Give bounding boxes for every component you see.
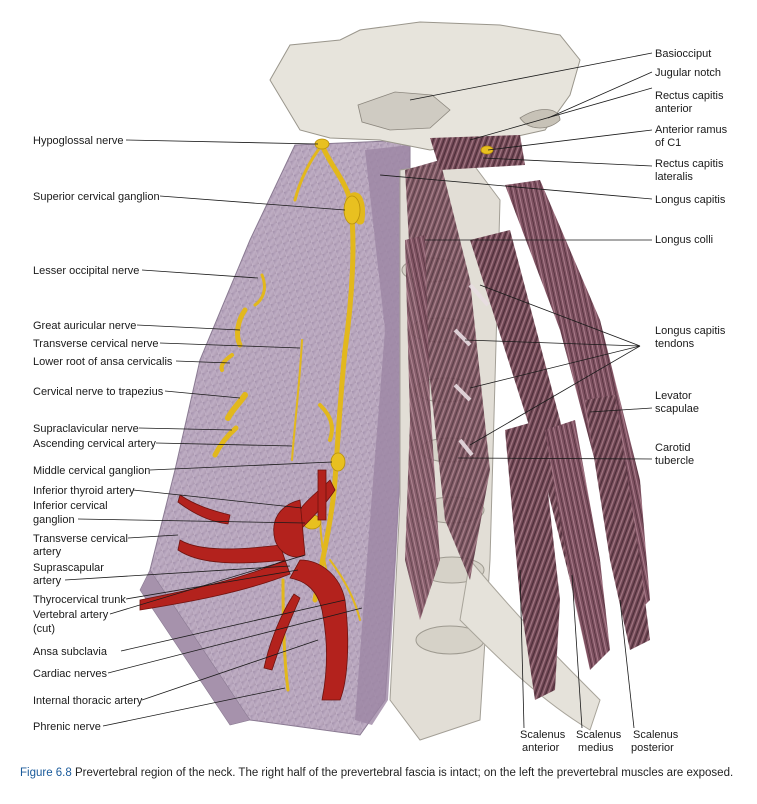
label-anterior-ramus-c1-2: of C1	[655, 137, 682, 149]
label-carotid-tubercle-1: Carotid	[655, 442, 691, 454]
label-ascending-cervical-artery: Ascending cervical artery	[33, 438, 156, 450]
left-labels	[33, 135, 173, 733]
label-suprascapular-artery-1: Suprascapular	[33, 562, 104, 574]
label-scalenus-posterior-1: Scalenus	[633, 729, 679, 741]
basiocciput-bone	[270, 22, 580, 150]
label-scalenus-anterior-2: anterior	[522, 742, 560, 754]
label-inferior-cervical-ganglion-2: ganglion	[33, 514, 75, 526]
label-ansa-subclavia: Ansa subclavia	[33, 646, 107, 658]
label-vertebral-artery-2: (cut)	[33, 623, 55, 635]
label-inferior-thyroid-artery: Inferior thyroid artery	[33, 485, 135, 497]
label-inferior-cervical-ganglion-1: Inferior cervical	[33, 500, 108, 512]
figure-caption	[20, 766, 740, 781]
label-scalenus-medius-1: Scalenus	[576, 729, 622, 741]
figure-number: Figure 6.8	[20, 767, 72, 779]
right-labels	[655, 48, 728, 467]
label-scalenus-anterior-1: Scalenus	[520, 729, 566, 741]
label-longus-colli: Longus colli	[655, 234, 714, 246]
label-superior-cervical-ganglion: Superior cervical ganglion	[33, 191, 160, 203]
label-levator-scapulae-1: Levator	[655, 390, 692, 402]
label-longus-capitis-tendons-2: tendons	[655, 338, 695, 350]
rectus-capitis-anterior-muscle	[430, 135, 525, 170]
label-scalenus-medius-2: medius	[578, 742, 614, 754]
label-anterior-ramus-c1-1: Anterior ramus	[655, 124, 728, 136]
label-supraclavicular-nerve: Supraclavicular nerve	[33, 423, 139, 435]
label-jugular-notch: Jugular notch	[655, 67, 722, 79]
label-internal-thoracic-artery: Internal thoracic artery	[33, 695, 143, 707]
label-carotid-tubercle-2: tubercle	[655, 455, 695, 467]
caption-text: Prevertebral region of the neck. The right half of the prevertebral fascia is intact; on the left the prevertebral muscles are exposed.	[71, 767, 734, 779]
label-rectus-capitis-lateralis-1: Rectus capitis	[655, 158, 724, 170]
label-scalenus-posterior-2: posterior	[631, 742, 674, 754]
label-vertebral-artery-1: Vertebral artery	[33, 609, 109, 621]
label-transverse-cervical-nerve: Transverse cervical nerve	[33, 338, 159, 350]
label-lesser-occipital-nerve: Lesser occipital nerve	[33, 265, 140, 277]
label-thyrocervical-trunk: Thyrocervical trunk	[33, 594, 126, 606]
label-suprascapular-artery-2: artery	[33, 575, 62, 587]
label-rectus-capitis-anterior-1: Rectus capitis	[655, 90, 724, 102]
label-longus-capitis-tendons-1: Longus capitis	[655, 325, 726, 337]
label-levator-scapulae-2: scapulae	[655, 403, 700, 415]
label-hypoglossal-nerve: Hypoglossal nerve	[33, 135, 124, 147]
label-longus-capitis: Longus capitis	[655, 194, 726, 206]
label-middle-cervical-ganglion: Middle cervical ganglion	[33, 465, 151, 477]
label-cardiac-nerves: Cardiac nerves	[33, 668, 107, 680]
label-cervical-nerve-to-trapezius: Cervical nerve to trapezius	[33, 386, 164, 398]
label-rectus-capitis-anterior-2: anterior	[655, 103, 693, 115]
label-transverse-cervical-artery-2: artery	[33, 546, 62, 558]
label-great-auricular-nerve: Great auricular nerve	[33, 320, 137, 332]
label-basiocciput: Basiocciput	[655, 48, 712, 60]
label-transverse-cervical-artery-1: Transverse cervical	[33, 533, 128, 545]
label-lower-root-ansa-cervicalis: Lower root of ansa cervicalis	[33, 356, 173, 368]
label-rectus-capitis-lateralis-2: lateralis	[655, 171, 693, 183]
label-phrenic-nerve: Phrenic nerve	[33, 721, 101, 733]
bottom-labels	[520, 729, 679, 754]
